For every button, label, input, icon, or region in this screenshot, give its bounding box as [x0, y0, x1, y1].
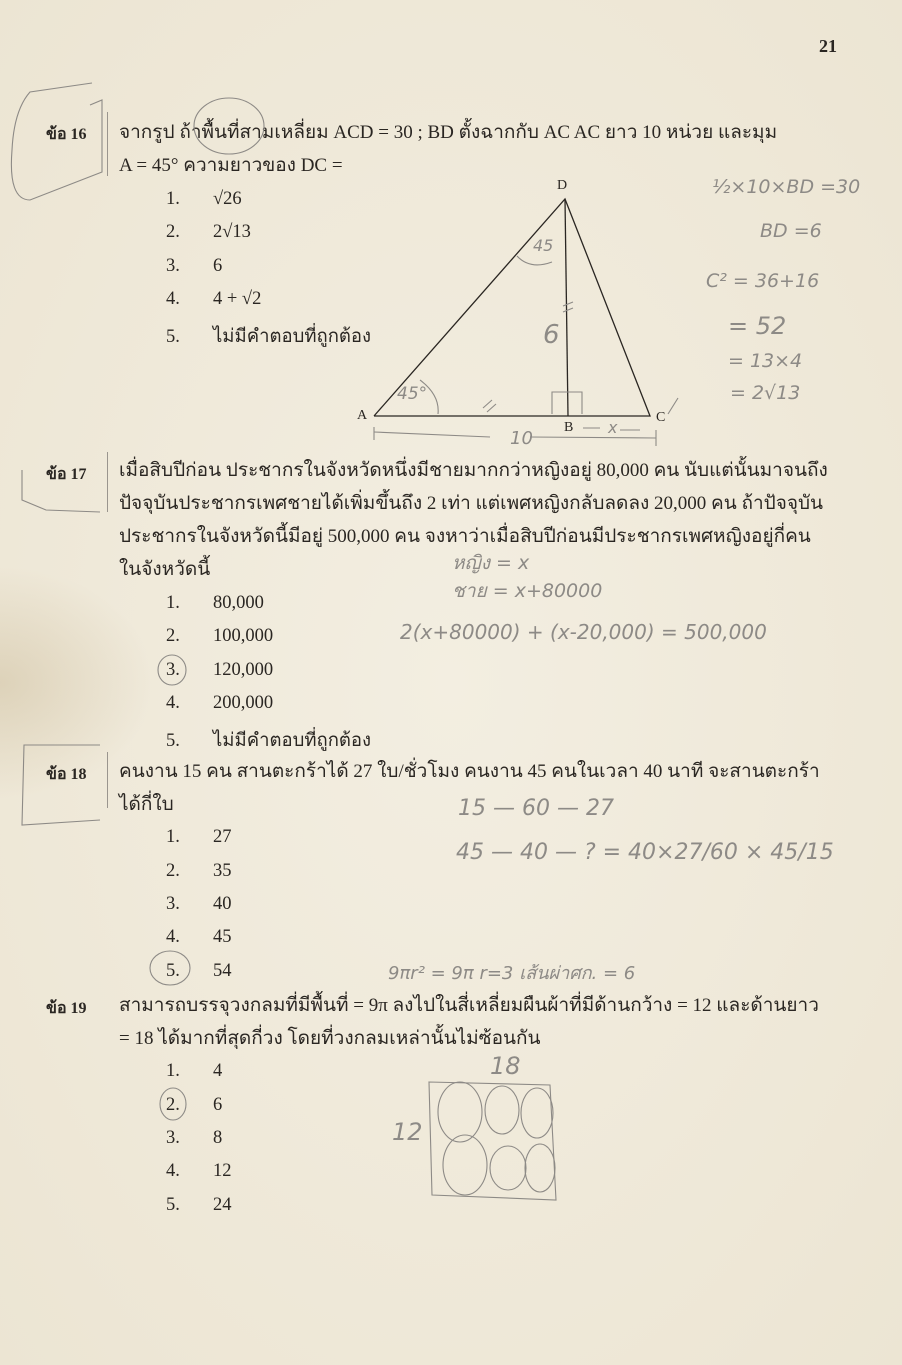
q19-choice-5[interactable]: 5. 24	[166, 1195, 232, 1215]
question-19-label: ข้อ 19	[46, 1000, 87, 1017]
question-17-line-2: ปัจจุบันประชากรเพศชายได้เพิ่มขึ้นถึง 2 เท่า แต่เพศหญิงกลับลดลง 20,000 คน ถ้าปัจจุบัน	[119, 493, 824, 514]
q17-choice-5[interactable]: 5. ไม่มีคำตอบที่ถูกต้อง	[166, 731, 372, 751]
vertex-label-b: B	[564, 420, 574, 435]
q17-note-2: ชาย = x+80000	[452, 580, 603, 602]
vertex-label-a: A	[357, 408, 368, 423]
q19-choice-4[interactable]: 4. 12	[166, 1161, 232, 1181]
right-angle-mark	[552, 392, 582, 414]
q19-choice-3[interactable]: 3. 8	[166, 1128, 223, 1148]
q17-choice-4[interactable]: 4. 200,000	[166, 693, 274, 713]
question-18-divider	[107, 752, 108, 808]
question-17-divider	[107, 452, 108, 512]
question-16-line-1: จากรูป ถ้าพื้นที่สามเหลี่ยม ACD = 30 ; BD ตั้งฉากกับ AC AC ยาว 10 หน่วย และมุม	[119, 122, 778, 143]
q18-choice-1[interactable]: 1. 27	[166, 827, 232, 847]
q19-circle-packing-sketch	[429, 1082, 556, 1200]
pencil-angle-d: 45	[533, 236, 554, 255]
q16-choice-3[interactable]: 3. 6	[166, 256, 223, 276]
q16-choice-2[interactable]: 2. 2√13	[166, 222, 251, 242]
question-16-line-2: A = 45° ความยาวของ DC =	[119, 155, 343, 176]
q17-note-1: หญิง = x	[452, 552, 530, 574]
pencil-ac-length: 10	[510, 428, 533, 449]
q19-sketch-height-label: 12	[392, 1118, 423, 1146]
question-18-line-2: ได้กี่ใบ	[119, 794, 174, 815]
question-19-line-2: = 18 ได้มากที่สุดกี่วง โดยที่วงกลมเหล่านั้นไม่ซ้อนกัน	[119, 1028, 541, 1049]
question-17-label: ข้อ 17	[46, 466, 87, 483]
q18-choice-4[interactable]: 4. 45	[166, 927, 232, 947]
q16-note-4: = 52	[728, 312, 787, 340]
q16-note-6: = 2√13	[730, 382, 801, 404]
q16-choice-1[interactable]: 1. √26	[166, 189, 242, 209]
q16-note-1: ½×10×BD =30	[712, 176, 861, 198]
q17-choice-2[interactable]: 2. 100,000	[166, 626, 274, 646]
question-18-line-1: คนงาน 15 คน สานตะกร้าได้ 27 ใบ/ชั่วโมง คนงาน 45 คนในเวลา 40 นาที จะสานตะกร้า	[119, 761, 820, 782]
q19-sketch-width-label: 18	[490, 1052, 521, 1080]
question-17-line-4: ในจังหวัดนี้	[119, 559, 211, 580]
q17-choice-3[interactable]: 3. 120,000	[166, 660, 274, 680]
q18-choice-2[interactable]: 2. 35	[166, 861, 232, 881]
pencil-bc-x: x	[608, 418, 618, 437]
question-18-label: ข้อ 18	[46, 766, 87, 783]
q16-note-3: C² = 36+16	[706, 270, 820, 292]
question-19-line-1: สามารถบรรจุวงกลมที่มีพื้นที่ = 9π ลงไปในสี่เหลี่ยมผืนผ้าที่มีด้านกว้าง = 12 และด้านยาว	[119, 995, 819, 1016]
pencil-angle-a: 45°	[397, 384, 428, 404]
question-17-line-3: ประชากรในจังหวัดนี้มีอยู่ 500,000 คน จงหาว่าเมื่อสิบปีก่อนมีประชากรเพศหญิงอยู่กี่คน	[119, 526, 811, 547]
question-19-text	[119, 989, 839, 1055]
q16-note-5: = 13×4	[728, 350, 803, 372]
angle-d-arc	[517, 256, 552, 265]
page-number: 21	[819, 36, 837, 56]
q18-note-3: 9πr² = 9π r=3 เส้นผ่าศก. = 6	[388, 963, 636, 984]
q16-choice-4[interactable]: 4. 4 + √2	[166, 289, 262, 309]
q16-note-2: BD =6	[760, 220, 822, 242]
question-17-line-1: เมื่อสิบปีก่อน ประชากรในจังหวัดหนึ่งมีชายมากกว่าหญิงอยู่ 80,000 คน นับแต่นั้นมาจนถึง	[119, 460, 828, 481]
question-16-divider	[107, 112, 108, 176]
q16-choice-5[interactable]: 5. ไม่มีคำตอบที่ถูกต้อง	[166, 327, 372, 347]
vertex-label-c: C	[656, 410, 666, 425]
pencil-bd-length: 6	[543, 320, 560, 350]
q18-choice-5[interactable]: 5. 54	[166, 961, 232, 981]
q18-choice-3[interactable]: 3. 40	[166, 894, 232, 914]
question-16-label: ข้อ 16	[46, 126, 87, 143]
q19-choice-2[interactable]: 2. 6	[166, 1095, 223, 1115]
q18-note-2: 45 — 40 — ? = 40×27/60 × 45/15	[456, 840, 834, 865]
q17-choice-1[interactable]: 1. 80,000	[166, 593, 264, 613]
q17-note-3: 2(x+80000) + (x-20,000) = 500,000	[400, 620, 767, 644]
vertex-label-d: D	[557, 178, 568, 193]
q18-note-1: 15 — 60 — 27	[458, 796, 614, 821]
question-16-text	[119, 116, 839, 182]
q19-choice-1[interactable]: 1. 4	[166, 1061, 223, 1081]
